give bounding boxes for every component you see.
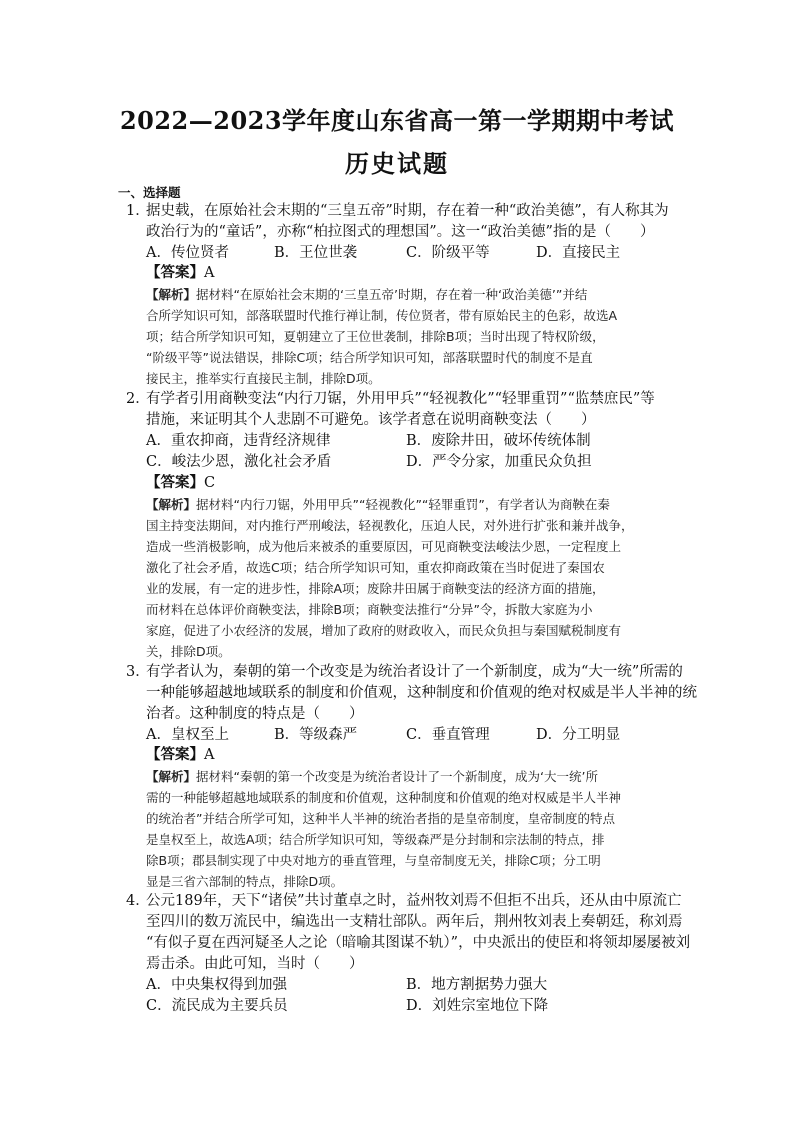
analysis-line (146, 499, 610, 512)
exam-subtitle: 历史试题 (345, 149, 449, 178)
analysis-text: 造成一些消极影响，成为他后来被杀的重要原因，可见商鞅变法峻法少恩，一定程度上 (146, 539, 622, 554)
analysis-text: 据材料“秦朝的第一个改变是为统治者设计了一个新制度，成为‘大一统’所 (196, 769, 598, 784)
option-b: B．地方割据势力强大 (406, 977, 548, 993)
answer-line (146, 748, 214, 763)
analysis-tag: 【解析】 (146, 497, 197, 512)
question-text: 治者。这种制度的特点是（ ） (146, 706, 364, 722)
analysis-tag: 【解析】 (146, 287, 197, 302)
analysis-line (146, 771, 598, 784)
analysis-text: 激化了社会矛盾，故选C项；结合所学知识可知，重农抑商政策在当时促进了秦国农 (146, 560, 605, 575)
analysis-text: 据材料“在原始社会末期的‘三皇五帝’时期，存在着一种‘政治美德’”并结 (196, 287, 588, 302)
option-d: D．直接民主 (536, 245, 621, 261)
question-text: 公元189年，天下“诸侯”共讨董卓之时，益州牧刘焉不但拒不出兵，还从由中原流亡 (146, 893, 682, 909)
analysis-text: 合所学知识可知，部落联盟时代推行禅让制，传位贤者，带有原始民主的色彩，故选A (146, 308, 618, 323)
option-d: D．严令分家，加重民众负担 (406, 454, 592, 470)
analysis-line (146, 289, 587, 302)
answer-tag: 【答案】 (146, 264, 204, 281)
analysis-tag: 【解析】 (146, 769, 197, 784)
analysis-text: 关，排除D项。 (146, 644, 231, 659)
option-d: D．分工明显 (536, 727, 621, 743)
option-a: A．皇权至上 (146, 727, 229, 743)
question-text: 有学者认为，秦朝的第一个改变是为统治者设计了一个新制度，成为“大一统”所需的 (146, 664, 683, 680)
analysis-text: 是皇权至上，故选A项；结合所学知识可知，等级森严是分封制和宗法制的特点，排 (146, 832, 605, 847)
analysis-text: 家庭，促进了小农经济的发展，增加了政府的财政收入，而民众负担与秦国赋税制度有 (146, 623, 622, 638)
answer-line (146, 476, 215, 491)
section-heading: 一、选择题 (118, 185, 181, 200)
exam-title: 2022—2023学年度山东省高一第一学期期中考试 (119, 106, 675, 135)
option-c: C．流民成为主要兵员 (146, 998, 288, 1014)
option-c: C．峻法少恩，激化社会矛盾 (146, 454, 332, 470)
question-number: 2． (126, 391, 150, 407)
answer-tag: 【答案】 (146, 746, 204, 763)
question-number: 3． (126, 664, 150, 680)
question-text: 一种能够超越地域联系的制度和价值观，这种制度和价值观的绝对权威是半人半神的统 (146, 685, 697, 701)
answer-tag: 【答案】 (146, 474, 204, 491)
analysis-text: 接民主，推举实行直接民主制，排除D项。 (146, 371, 381, 386)
option-b: B．废除井田，破坏传统体制 (406, 433, 591, 449)
option-c: C．阶级平等 (406, 245, 490, 261)
question-number: 1． (126, 203, 150, 219)
question-text: 焉击杀。由此可知，当时（ ） (146, 956, 364, 972)
option-a: A．中央集权得到加强 (146, 977, 287, 993)
question-text: 有学者引用商鞅变法“内行刀锯，外用甲兵”“轻视教化”“轻罪重罚”“监禁庶民”等 (146, 391, 655, 407)
question-number: 4． (126, 893, 150, 909)
question-text: 据史载，在原始社会末期的“三皇五帝”时期，存在着一种“政治美德”，有人称其为 (146, 203, 669, 219)
answer-line (146, 266, 214, 281)
analysis-text: 除B项；郡县制实现了中央对地方的垂直管理，与皇帝制度无关，排除C项；分工明 (146, 853, 601, 868)
option-b: B．等级森严 (274, 727, 358, 743)
analysis-text: 显是三省六部制的特点，排除D项。 (146, 874, 344, 889)
analysis-text: 需的一种能够超越地域联系的制度和价值观，这种制度和价值观的绝对权威是半人半神 (146, 790, 622, 805)
question-text: 至四川的数万流民中，编选出一支精壮部队。两年后，荆州牧刘表上奏朝廷，称刘焉 (146, 914, 683, 930)
answer-value: C (204, 475, 216, 491)
option-b: B．王位世袭 (274, 245, 358, 261)
option-d: D．刘姓宗室地位下降 (406, 998, 549, 1014)
question-text: 措施，来证明其个人悲剧不可避免。该学者意在说明商鞅变法（ ） (146, 412, 596, 428)
analysis-text: 的统治者”并结合所学可知，这种半人半神的统治者指的是皇帝制度，皇帝制度的特点 (146, 811, 615, 826)
option-c: C．垂直管理 (406, 727, 490, 743)
answer-value: A (204, 747, 215, 763)
analysis-text: 业的发展，有一定的进步性，排除A项；废除井田属于商鞅变法的经济方面的措施， (146, 581, 605, 596)
option-a: A．传位贤者 (146, 245, 229, 261)
question-text: 政治行为的“童话”，亦称“柏拉图式的理想国”。这一“政治美德”指的是（ ） (146, 224, 655, 240)
answer-value: A (204, 265, 215, 281)
analysis-text: 国主持变法期间，对内推行严刑峻法，轻视教化，压迫人民，对外进行扩张和兼并战争， (146, 518, 634, 533)
option-a: A．重农抑商，违背经济规律 (146, 433, 331, 449)
analysis-text: 项；结合所学知识可知，夏朝建立了王位世袭制，排除B项；当时出现了特权阶级， (146, 329, 605, 344)
analysis-text: 而材料在总体评价商鞅变法，排除B项；商鞅变法推行“分异”令，拆散大家庭为小 (146, 602, 593, 617)
analysis-text: 据材料“内行刀锯，外用甲兵”“轻视教化”“轻罪重罚”，有学者认为商鞅在秦 (196, 497, 610, 512)
question-text: “有似子夏在西河疑圣人之论（暗喻其图谋不轨）”，中央派出的使臣和将领却屡屡被刘 (146, 935, 691, 951)
analysis-text: “阶级平等”说法错误，排除C项；结合所学知识可知，部落联盟时代的制度不是直 (146, 350, 593, 365)
